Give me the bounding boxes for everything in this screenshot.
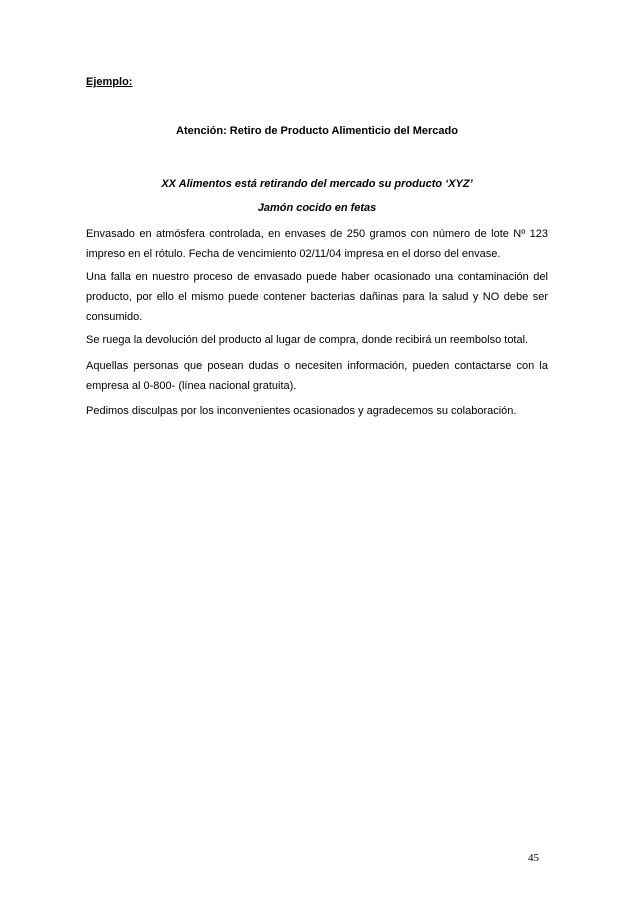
page-number: 45 bbox=[528, 852, 539, 864]
recall-announcement: XX Alimentos está retirando del mercado su producto ‘XYZ’ bbox=[161, 178, 473, 190]
section-heading: Ejemplo: bbox=[86, 76, 133, 88]
paragraph-defect: Una falla en nuestro proceso de envasado puede haber ocasionado una contaminación del producto, por ello el mismo puede contener bacterias dañinas para la salud y NO debe ser consumido. bbox=[86, 271, 548, 323]
paragraph-packaging: Envasado en atmósfera controlada, en envases de 250 gramos con número de lote Nº 123 impreso en el rótulo. Fecha de vencimiento 02/11/04 impresa en el dorso del envase. bbox=[86, 228, 548, 260]
notice-title: Atención: Retiro de Producto Alimenticio del Mercado bbox=[176, 125, 458, 137]
paragraph-contact: Aquellas personas que posean dudas o necesiten información, pueden contactarse con la empresa al 0-800- (línea nacional gratuita). bbox=[86, 360, 548, 392]
paragraph-return: Se ruega la devolución del producto al lugar de compra, donde recibirá un reembolso total. bbox=[86, 334, 529, 346]
paragraph-apology: Pedimos disculpas por los inconvenientes ocasionados y agradecemos su colaboración. bbox=[86, 405, 517, 417]
product-name: Jamón cocido en fetas bbox=[257, 202, 377, 214]
